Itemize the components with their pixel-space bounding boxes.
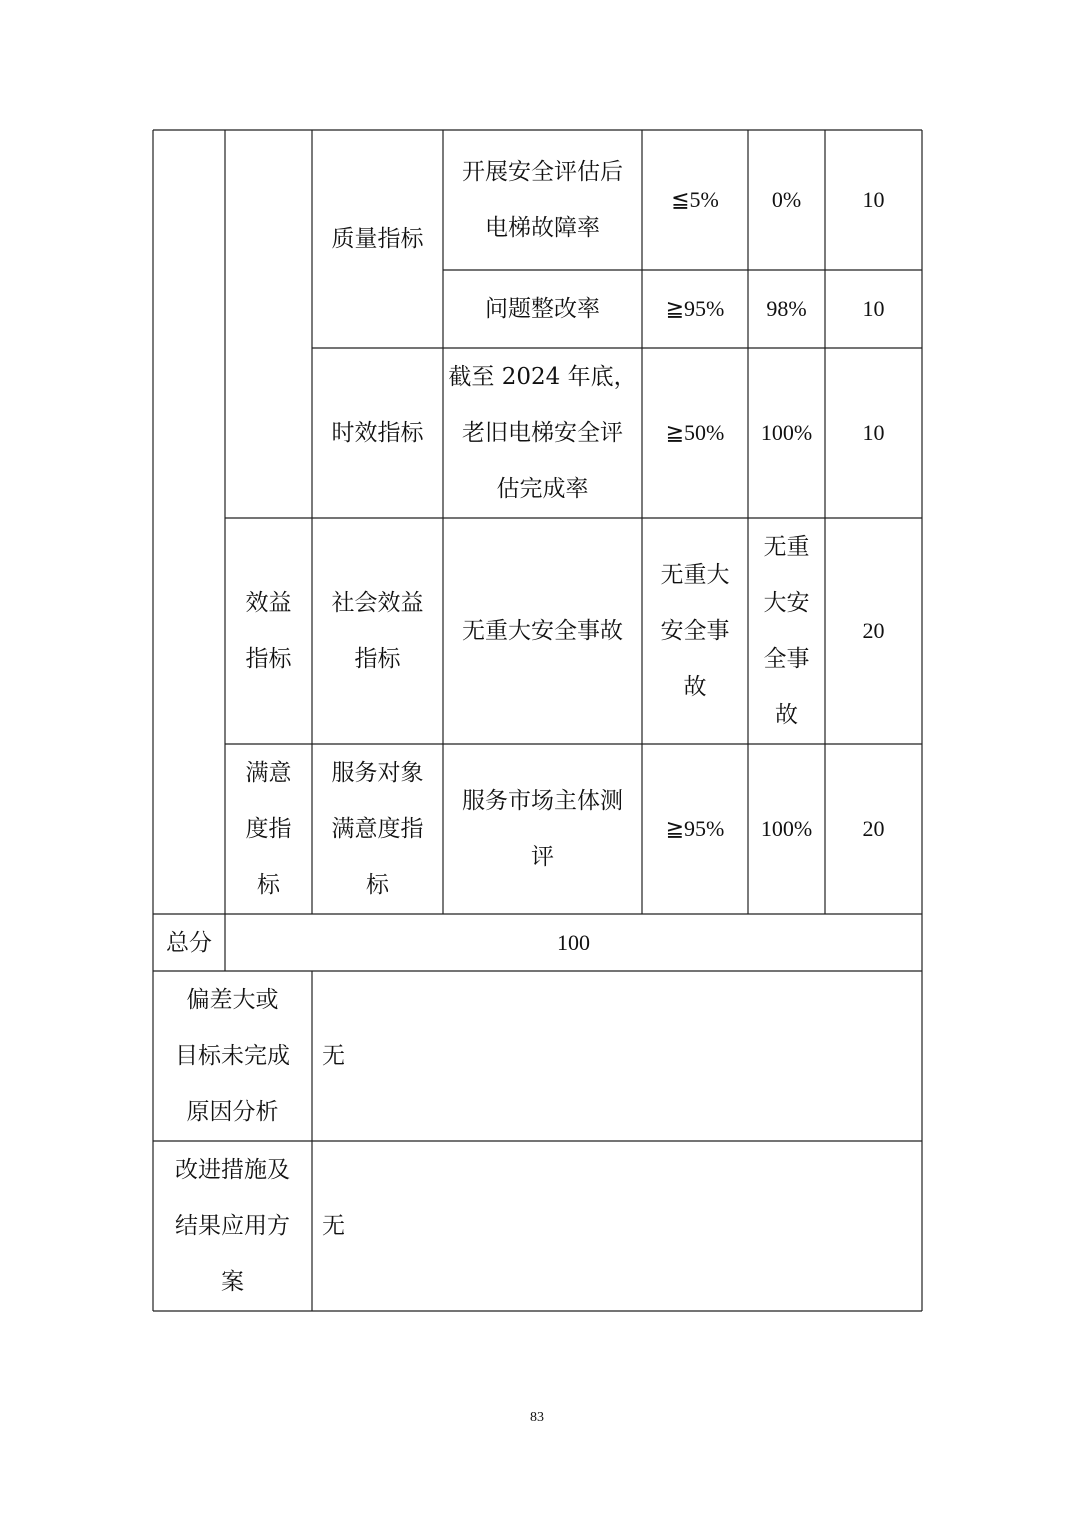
satisfaction-target: ≧95%	[665, 816, 725, 841]
quality-score-1: 10	[862, 187, 885, 212]
benefit-score: 20	[862, 618, 885, 643]
improvement-label: 改进措施及 结果应用方 案	[175, 1157, 290, 1295]
benefit-category: 社会效益 指标	[331, 590, 424, 672]
quality-category: 质量指标	[331, 226, 424, 252]
quality-actual-2: 98%	[766, 296, 807, 321]
improvement-value: 无	[322, 1213, 345, 1239]
timeliness-category: 时效指标	[331, 420, 424, 446]
satisfaction-category: 服务对象 满意度指 标	[331, 760, 424, 898]
timeliness-target: ≧50%	[665, 420, 725, 445]
benefit-target: 无重大 安全事 故	[660, 562, 730, 700]
quality-target-2: ≧95%	[665, 296, 725, 321]
satisfaction-actual: 100%	[760, 816, 813, 841]
page-number: 83	[530, 1410, 544, 1425]
satisfaction-indicator: 服务市场主体测 评	[462, 788, 623, 870]
satisfaction-score: 20	[862, 816, 885, 841]
total-value: 100	[557, 929, 590, 955]
quality-target-1: ≦5%	[671, 187, 719, 212]
benefit-indicator: 无重大安全事故	[462, 618, 623, 644]
quality-score-2: 10	[862, 296, 885, 321]
quality-actual-1: 0%	[771, 187, 802, 212]
benefit-level2: 效益 指标	[245, 590, 292, 672]
benefit-actual: 无重 大安 全事 故	[763, 534, 810, 728]
quality-indicator-2: 问题整改率	[485, 296, 600, 322]
timeliness-actual: 100%	[760, 420, 813, 445]
timeliness-indicator: 截至 2024 年底， 老旧电梯安全评 估完成率	[448, 364, 637, 502]
deviation-label: 偏差大或 目标未完成 原因分析	[175, 987, 290, 1125]
total-label: 总分	[166, 929, 212, 956]
quality-indicator-1: 开展安全评估后 电梯故障率	[462, 159, 623, 241]
deviation-value: 无	[322, 1043, 345, 1069]
timeliness-score: 10	[862, 420, 885, 445]
satisfaction-level2: 满意 度指 标	[245, 760, 292, 898]
